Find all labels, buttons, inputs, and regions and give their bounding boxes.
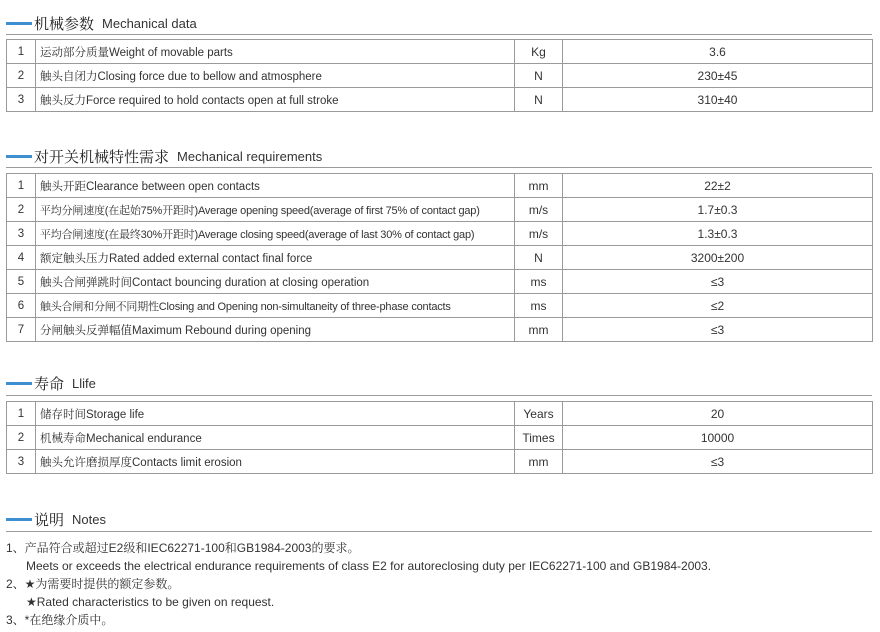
row-value: ≤3 bbox=[563, 318, 873, 342]
section-divider bbox=[6, 34, 872, 35]
section-title-mechanical-data bbox=[6, 12, 197, 34]
row-value: 1.3±0.3 bbox=[563, 222, 873, 246]
row-description: 触头合闸和分闸不同期性Closing and Opening non-simultaneity of three-phase contacts bbox=[36, 294, 515, 318]
row-value: 22±2 bbox=[563, 174, 873, 198]
note-line: 2、★为需要时提供的额定参数。 bbox=[6, 577, 180, 591]
row-description: 平均合闸速度(在最终30%开距时)Average closing speed(average of last 30% of contact gap) bbox=[36, 222, 515, 246]
section-title-en: Mechanical requirements bbox=[177, 148, 323, 164]
row-number: 1 bbox=[7, 40, 36, 64]
table-row bbox=[7, 64, 873, 88]
row-number: 6 bbox=[7, 294, 36, 318]
row-unit: ms bbox=[515, 270, 563, 294]
note-line: 1、产品符合或超过E2级和IEC62271-100和GB1984-2003的要求。 bbox=[6, 541, 360, 555]
section-title-en: Llife bbox=[72, 375, 96, 391]
row-description: 触头开距Clearance between open contacts bbox=[36, 174, 515, 198]
row-unit: N bbox=[515, 246, 563, 270]
row-number: 3 bbox=[7, 88, 36, 112]
row-description: 触头反力Force required to hold contacts open at full stroke bbox=[36, 88, 515, 112]
row-unit: N bbox=[515, 88, 563, 112]
row-value: ≤2 bbox=[563, 294, 873, 318]
row-description: 平均分闸速度(在起始75%开距时)Average opening speed(average of first 75% of contact gap) bbox=[36, 198, 515, 222]
row-value: 310±40 bbox=[563, 88, 873, 112]
table-row bbox=[7, 318, 873, 342]
table-row bbox=[7, 246, 873, 270]
section-title-life bbox=[6, 372, 96, 394]
table-row bbox=[7, 270, 873, 294]
section-title-zh: 寿命 bbox=[34, 375, 65, 393]
table-row bbox=[7, 402, 873, 426]
section-accent-bar bbox=[6, 22, 32, 25]
table-row bbox=[7, 198, 873, 222]
note-line: 3、*在绝缘介质中。 bbox=[6, 613, 114, 627]
row-unit: Kg bbox=[515, 40, 563, 64]
row-number: 2 bbox=[7, 426, 36, 450]
section-title-zh: 说明 bbox=[34, 511, 65, 529]
row-unit: mm bbox=[515, 450, 563, 474]
row-number: 2 bbox=[7, 64, 36, 88]
row-unit: Times bbox=[515, 426, 563, 450]
row-value: 1.7±0.3 bbox=[563, 198, 873, 222]
row-unit: N bbox=[515, 64, 563, 88]
row-unit: mm bbox=[515, 174, 563, 198]
row-value: 10000 bbox=[563, 426, 873, 450]
mechanical-data-table bbox=[6, 39, 873, 112]
row-unit: m/s bbox=[515, 198, 563, 222]
row-number: 7 bbox=[7, 318, 36, 342]
section-accent-bar bbox=[6, 155, 32, 158]
section-title-mechanical-requirements bbox=[6, 145, 322, 167]
row-description: 触头允许磨损厚度Contacts limit erosion bbox=[36, 450, 515, 474]
table-row bbox=[7, 294, 873, 318]
row-description: 储存时间Storage life bbox=[36, 402, 515, 426]
mechanical-requirements-table bbox=[6, 173, 873, 342]
row-number: 3 bbox=[7, 222, 36, 246]
life-table bbox=[6, 401, 873, 474]
note-line: Meets or exceeds the electrical endurance requirements of class E2 for autoreclosing duty per IEC62271-100 and GB1984-2003. bbox=[26, 559, 712, 573]
row-number: 5 bbox=[7, 270, 36, 294]
row-value: 20 bbox=[563, 402, 873, 426]
row-unit: Years bbox=[515, 402, 563, 426]
section-title-zh: 对开关机械特性需求 bbox=[34, 148, 170, 166]
section-accent-bar bbox=[6, 382, 32, 385]
table-row bbox=[7, 426, 873, 450]
section-divider bbox=[6, 167, 872, 168]
section-divider bbox=[6, 395, 872, 396]
row-description: 触头合闸弹跳时间Contact bouncing duration at closing operation bbox=[36, 270, 515, 294]
section-divider bbox=[6, 531, 872, 532]
row-value: 230±45 bbox=[563, 64, 873, 88]
row-value: ≤3 bbox=[563, 450, 873, 474]
row-unit: ms bbox=[515, 294, 563, 318]
section-title-notes bbox=[6, 508, 106, 530]
row-description: 额定触头压力Rated added external contact final force bbox=[36, 246, 515, 270]
table-row bbox=[7, 88, 873, 112]
section-title-en: Notes bbox=[72, 511, 106, 527]
row-description: 分闸触头反弹幅值Maximum Rebound during opening bbox=[36, 318, 515, 342]
row-number: 1 bbox=[7, 174, 36, 198]
row-number: 4 bbox=[7, 246, 36, 270]
row-value: ≤3 bbox=[563, 270, 873, 294]
section-accent-bar bbox=[6, 518, 32, 521]
table-row bbox=[7, 40, 873, 64]
row-value: 3200±200 bbox=[563, 246, 873, 270]
row-description: 触头自闭力Closing force due to bellow and atmosphere bbox=[36, 64, 515, 88]
table-row bbox=[7, 450, 873, 474]
row-value: 3.6 bbox=[563, 40, 873, 64]
row-unit: m/s bbox=[515, 222, 563, 246]
row-description: 运动部分质量Weight of movable parts bbox=[36, 40, 515, 64]
table-row bbox=[7, 222, 873, 246]
section-title-en: Mechanical data bbox=[102, 15, 197, 31]
table-row bbox=[7, 174, 873, 198]
row-number: 3 bbox=[7, 450, 36, 474]
note-line: ★Rated characteristics to be given on request. bbox=[26, 595, 275, 609]
notes-list bbox=[6, 539, 872, 629]
row-description: 机械寿命Mechanical endurance bbox=[36, 426, 515, 450]
section-title-zh: 机械参数 bbox=[34, 15, 95, 33]
row-unit: mm bbox=[515, 318, 563, 342]
row-number: 2 bbox=[7, 198, 36, 222]
row-number: 1 bbox=[7, 402, 36, 426]
